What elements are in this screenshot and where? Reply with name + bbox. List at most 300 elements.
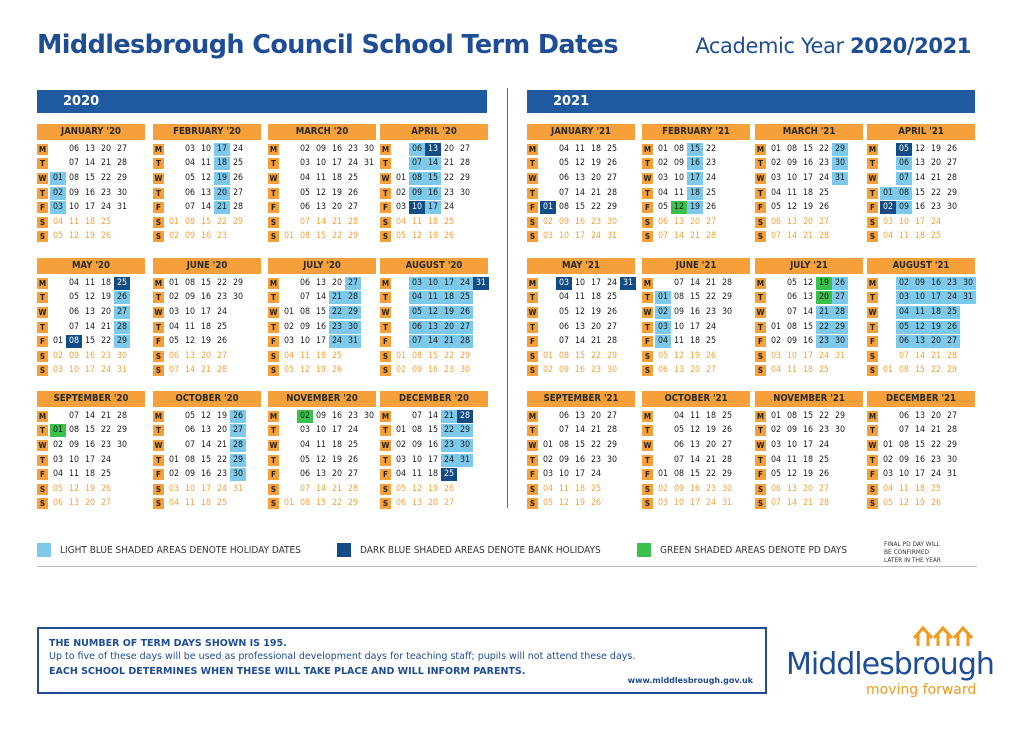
month-header: JULY '21: [755, 258, 863, 274]
date-cell: 21: [443, 158, 455, 169]
date-cell: 06: [558, 321, 570, 332]
week-day-row: [527, 364, 635, 379]
week-day-row: [268, 467, 376, 482]
date-cell: 03: [542, 469, 554, 480]
month-header: FEBRUARY '20: [153, 124, 261, 140]
day-letter: S: [268, 231, 279, 242]
week-day-row: [153, 215, 261, 230]
date-cell: 04: [770, 187, 782, 198]
date-cell: 20: [331, 469, 343, 480]
date-cell: 04: [673, 410, 685, 421]
date-cell: 02: [299, 143, 311, 154]
day-letter: M: [643, 411, 652, 421]
holiday-date-cell: 13: [912, 335, 928, 348]
date-cell: 04: [299, 439, 311, 450]
day-letter: S: [380, 351, 391, 362]
day-letter: T: [867, 188, 878, 199]
holiday-date-cell: 22: [441, 424, 457, 437]
date-cell: 15: [315, 306, 327, 317]
date-cell: 03: [770, 172, 782, 183]
date-cell: 11: [184, 498, 196, 509]
day-letter: S: [527, 351, 538, 362]
date-cell: 17: [574, 231, 586, 242]
holiday-date-cell: 09: [896, 201, 912, 214]
date-cell: 03: [395, 202, 407, 213]
week-day-row: [268, 453, 376, 468]
week-day-row: [867, 497, 975, 512]
date-cell: 16: [200, 469, 212, 480]
year-bar-2020: 2020: [37, 90, 487, 113]
holiday-date-cell: 20: [928, 335, 944, 348]
date-cell: [50, 410, 66, 423]
date-cell: 02: [770, 336, 782, 347]
date-cell: 12: [200, 172, 212, 183]
holiday-date-cell: 07: [896, 172, 912, 185]
date-cell: 08: [558, 439, 570, 450]
date-cell: [166, 143, 182, 156]
month-calendar: [37, 124, 145, 244]
date-cell: [880, 143, 896, 156]
date-cell: 17: [331, 425, 343, 436]
legend-bank-holiday: [337, 543, 601, 557]
date-cell: 30: [116, 439, 128, 450]
date-cell: 14: [427, 410, 439, 421]
month-header: MAY '20: [37, 258, 145, 274]
date-cell: 11: [898, 231, 910, 242]
date-cell: 29: [459, 172, 471, 183]
date-cell: 20: [443, 143, 455, 154]
week-day-row: [153, 364, 261, 379]
date-cell: 10: [898, 469, 910, 480]
date-cell: 28: [232, 202, 244, 213]
date-cell: 08: [68, 172, 80, 183]
week-day-row: [268, 186, 376, 201]
date-cell: 10: [68, 454, 80, 465]
date-cell: 30: [946, 454, 958, 465]
date-cell: 24: [818, 172, 830, 183]
day-letter: M: [756, 411, 765, 421]
date-cell: 03: [770, 439, 782, 450]
date-cell: 23: [590, 216, 602, 227]
day-letter: S: [755, 217, 766, 228]
week-day-row: [380, 200, 488, 215]
week-day-row: [755, 438, 863, 453]
date-cell: 07: [770, 498, 782, 509]
date-cell: 23: [590, 454, 602, 465]
date-cell: 14: [689, 454, 701, 465]
day-letter: T: [642, 455, 653, 466]
holiday-date-cell: 30: [345, 321, 361, 334]
date-cell: 27: [459, 143, 471, 154]
date-cell: 01: [882, 439, 894, 450]
week-day-row: [867, 453, 975, 468]
date-cell: 27: [946, 158, 958, 169]
week-day-row: [755, 276, 863, 291]
date-cell: [540, 424, 556, 437]
date-cell: [880, 157, 896, 170]
date-cell: 12: [68, 483, 80, 494]
day-letter: F: [867, 469, 878, 480]
day-letter: W: [154, 440, 163, 450]
day-letter: T: [153, 455, 164, 466]
holiday-date-cell: 07: [409, 157, 425, 170]
week-day-row: [268, 424, 376, 439]
bank-holiday-date-cell: 10: [409, 201, 425, 214]
month-header: FEBRUARY '21: [642, 124, 750, 140]
date-cell: 21: [216, 439, 228, 450]
date-cell: 23: [705, 483, 717, 494]
date-cell: 19: [331, 454, 343, 465]
date-cell: 02: [657, 483, 669, 494]
date-cell: [540, 157, 556, 170]
holiday-date-cell: 27: [944, 335, 960, 348]
holiday-date-cell: 07: [409, 335, 425, 348]
date-cell: 16: [689, 306, 701, 317]
week-day-row: [527, 186, 635, 201]
date-cell: 15: [574, 439, 586, 450]
week-day-row: [153, 305, 261, 320]
holiday-date-cell: 11: [425, 291, 441, 304]
date-cell: 13: [574, 172, 586, 183]
day-letter: S: [527, 498, 538, 509]
week-day-row: [380, 157, 488, 172]
day-letter: S: [527, 365, 538, 376]
date-cell: 28: [347, 216, 359, 227]
holiday-date-cell: 04: [896, 306, 912, 319]
date-cell: 09: [68, 350, 80, 361]
week-day-row: [37, 349, 145, 364]
week-day-row: [527, 230, 635, 245]
date-cell: 29: [232, 277, 244, 288]
date-cell: 18: [802, 454, 814, 465]
date-cell: 21: [100, 410, 112, 421]
date-cell: 14: [315, 483, 327, 494]
date-cell: [540, 277, 556, 290]
day-letter: S: [867, 231, 878, 242]
date-cell: 06: [184, 425, 196, 436]
date-cell: 22: [590, 202, 602, 213]
week-day-row: [642, 497, 750, 512]
holiday-date-cell: 21: [329, 291, 345, 304]
day-letter: M: [269, 411, 278, 421]
date-cell: 20: [590, 410, 602, 421]
date-cell: [281, 172, 297, 185]
date-cell: [281, 468, 297, 481]
day-letter: F: [380, 202, 391, 213]
holiday-date-cell: 21: [816, 306, 832, 319]
day-letter: M: [756, 278, 765, 288]
date-cell: 21: [802, 498, 814, 509]
date-cell: 07: [68, 410, 80, 421]
week-day-row: [380, 291, 488, 306]
date-cell: 18: [315, 350, 327, 361]
week-day-row: [37, 482, 145, 497]
week-day-row: [268, 291, 376, 306]
date-cell: 08: [786, 321, 798, 332]
week-day-row: [867, 186, 975, 201]
date-cell: [281, 454, 297, 467]
date-cell: 08: [786, 410, 798, 421]
date-cell: 17: [914, 216, 926, 227]
holiday-date-cell: 06: [896, 335, 912, 348]
date-cell: 15: [689, 469, 701, 480]
date-cell: [50, 157, 66, 170]
holiday-date-cell: 29: [114, 335, 130, 348]
legend-bank-label: DARK BLUE SHADED AREAS DENOTE BANK HOLIDAYS: [360, 544, 601, 556]
date-cell: [655, 277, 671, 290]
date-cell: 11: [411, 216, 423, 227]
day-letter: S: [642, 484, 653, 495]
date-cell: 02: [168, 292, 180, 303]
date-cell: 06: [786, 292, 798, 303]
date-cell: [880, 277, 896, 290]
date-cell: 28: [606, 425, 618, 436]
week-day-row: [755, 142, 863, 157]
year-bar-2021: 2021: [527, 90, 975, 113]
date-cell: 12: [898, 498, 910, 509]
week-day-row: [642, 186, 750, 201]
holiday-date-cell: 21: [441, 410, 457, 423]
week-day-row: [37, 424, 145, 439]
day-letter: T: [37, 158, 48, 169]
date-cell: 01: [657, 143, 669, 154]
date-cell: 12: [315, 454, 327, 465]
day-letter: T: [527, 292, 538, 303]
date-cell: 20: [802, 216, 814, 227]
date-cell: 12: [673, 350, 685, 361]
year-divider: [507, 88, 508, 508]
holiday-date-cell: 06: [409, 143, 425, 156]
date-cell: 01: [395, 172, 407, 183]
holiday-date-cell: 27: [230, 424, 246, 437]
week-day-row: [527, 349, 635, 364]
day-letter: S: [527, 231, 538, 242]
date-cell: [880, 321, 896, 334]
date-cell: 11: [673, 187, 685, 198]
date-cell: 29: [606, 202, 618, 213]
date-cell: 02: [395, 365, 407, 376]
date-cell: 28: [116, 410, 128, 421]
date-cell: 23: [930, 202, 942, 213]
date-cell: 11: [68, 469, 80, 480]
date-cell: 04: [52, 469, 64, 480]
week-day-row: [527, 334, 635, 349]
date-cell: 19: [802, 202, 814, 213]
date-cell: 20: [590, 172, 602, 183]
date-cell: 13: [673, 216, 685, 227]
date-cell: 26: [606, 158, 618, 169]
bank-holiday-date-cell: 28: [457, 410, 473, 423]
bank-holiday-date-cell: 13: [425, 143, 441, 156]
month-calendar: [37, 258, 145, 378]
date-cell: 17: [914, 469, 926, 480]
day-letter: T: [642, 425, 653, 436]
date-cell: 05: [786, 277, 798, 288]
date-cell: 12: [315, 187, 327, 198]
holiday-date-cell: 28: [345, 291, 361, 304]
date-cell: 20: [216, 425, 228, 436]
date-cell: 01: [168, 216, 180, 227]
day-letter: W: [154, 173, 163, 183]
date-cell: 05: [299, 187, 311, 198]
holiday-date-cell: 26: [114, 291, 130, 304]
holiday-date-cell: 06: [896, 157, 912, 170]
week-day-row: [153, 424, 261, 439]
holiday-date-cell: 02: [50, 187, 66, 200]
week-day-row: [37, 142, 145, 157]
date-cell: 04: [542, 483, 554, 494]
day-letter: F: [527, 336, 538, 347]
holiday-date-cell: 03: [896, 291, 912, 304]
date-cell: 05: [184, 172, 196, 183]
date-cell: 08: [898, 365, 910, 376]
week-day-row: [380, 438, 488, 453]
day-letter: F: [642, 336, 653, 347]
date-cell: 27: [818, 216, 830, 227]
date-cell: 05: [770, 202, 782, 213]
date-cell: 08: [299, 498, 311, 509]
holiday-date-cell: 28: [832, 306, 848, 319]
term-days-count: THE NUMBER OF TERM DAYS SHOWN IS 195.: [49, 638, 287, 649]
week-day-row: [642, 276, 750, 291]
date-cell: 20: [331, 202, 343, 213]
month-calendar: [153, 258, 261, 378]
date-cell: 14: [673, 231, 685, 242]
website-link[interactable]: www.middlesbrough.gov.uk: [627, 676, 753, 685]
month-header: AUGUST '20: [380, 258, 488, 274]
week-day-row: [37, 291, 145, 306]
date-cell: 18: [802, 365, 814, 376]
date-cell: 08: [184, 454, 196, 465]
date-cell: 29: [606, 439, 618, 450]
holiday-date-cell: 17: [425, 201, 441, 214]
date-cell: 26: [606, 306, 618, 317]
date-cell: 24: [590, 231, 602, 242]
date-cell: [880, 172, 896, 185]
legend-pd-day: [637, 543, 847, 557]
date-cell: [393, 410, 409, 423]
date-cell: 09: [786, 336, 798, 347]
holiday-date-cell: 03: [50, 201, 66, 214]
day-letter: F: [755, 202, 766, 213]
date-cell: 17: [84, 454, 96, 465]
date-cell: 19: [689, 350, 701, 361]
day-letter: T: [527, 322, 538, 333]
week-day-row: [380, 276, 488, 291]
date-cell: 18: [84, 216, 96, 227]
month-header: AUGUST '21: [867, 258, 975, 274]
week-day-row: [268, 334, 376, 349]
month-calendar: [642, 124, 750, 244]
date-cell: 27: [216, 350, 228, 361]
date-cell: 03: [52, 454, 64, 465]
month-calendar: [527, 391, 635, 511]
date-cell: [50, 306, 66, 319]
date-cell: 07: [657, 231, 669, 242]
date-cell: 08: [299, 231, 311, 242]
week-day-row: [642, 424, 750, 439]
date-cell: 08: [558, 202, 570, 213]
day-letter: W: [643, 173, 652, 183]
date-cell: 16: [427, 365, 439, 376]
day-letter: T: [153, 322, 164, 333]
date-cell: 14: [914, 425, 926, 436]
month-header: JANUARY '20: [37, 124, 145, 140]
bank-holiday-date-cell: 25: [441, 468, 457, 481]
date-cell: 05: [542, 498, 554, 509]
date-cell: 29: [232, 216, 244, 227]
date-cell: 06: [770, 216, 782, 227]
holiday-date-cell: 10: [912, 291, 928, 304]
date-cell: 03: [882, 469, 894, 480]
holiday-date-cell: 30: [960, 277, 976, 290]
date-cell: 19: [216, 410, 228, 421]
date-cell: 07: [68, 321, 80, 332]
date-cell: 03: [52, 365, 64, 376]
week-day-row: [268, 215, 376, 230]
date-cell: 25: [705, 187, 717, 198]
date-cell: 13: [411, 498, 423, 509]
day-letter: F: [37, 202, 48, 213]
day-letter: F: [268, 469, 279, 480]
legend-divider: [37, 566, 977, 567]
date-cell: 07: [786, 306, 798, 317]
week-day-row: [153, 409, 261, 424]
date-cell: 22: [930, 187, 942, 198]
date-cell: 28: [721, 454, 733, 465]
date-cell: 12: [786, 202, 798, 213]
date-cell: 06: [558, 410, 570, 421]
date-cell: 22: [705, 469, 717, 480]
day-letter: S: [37, 365, 48, 376]
week-day-row: [642, 305, 750, 320]
week-day-row: [642, 291, 750, 306]
holiday-date-cell: 28: [114, 321, 130, 334]
date-cell: 08: [673, 143, 685, 154]
week-day-row: [642, 349, 750, 364]
date-cell: 21: [331, 483, 343, 494]
week-day-row: [153, 320, 261, 335]
date-cell: 16: [689, 483, 701, 494]
day-letter: W: [756, 307, 765, 317]
date-cell: 24: [216, 306, 228, 317]
holiday-date-cell: 05: [409, 306, 425, 319]
day-letter: T: [867, 425, 878, 436]
date-cell: 29: [347, 498, 359, 509]
date-cell: 21: [802, 231, 814, 242]
holiday-date-cell: 18: [928, 306, 944, 319]
date-cell: 18: [331, 172, 343, 183]
date-cell: 18: [590, 292, 602, 303]
date-cell: 15: [315, 231, 327, 242]
date-cell: 04: [283, 350, 295, 361]
holiday-date-cell: 23: [816, 335, 832, 348]
day-letter: S: [867, 217, 878, 228]
date-cell: 21: [200, 365, 212, 376]
holiday-date-cell: 26: [457, 306, 473, 319]
date-cell: 27: [100, 498, 112, 509]
date-cell: 27: [818, 483, 830, 494]
date-cell: 21: [930, 425, 942, 436]
week-day-row: [642, 142, 750, 157]
date-cell: 05: [395, 483, 407, 494]
date-cell: 12: [200, 410, 212, 421]
holiday-date-cell: 16: [928, 277, 944, 290]
date-cell: 10: [673, 321, 685, 332]
day-letter: T: [527, 188, 538, 199]
date-cell: 29: [459, 350, 471, 361]
date-cell: 13: [574, 410, 586, 421]
